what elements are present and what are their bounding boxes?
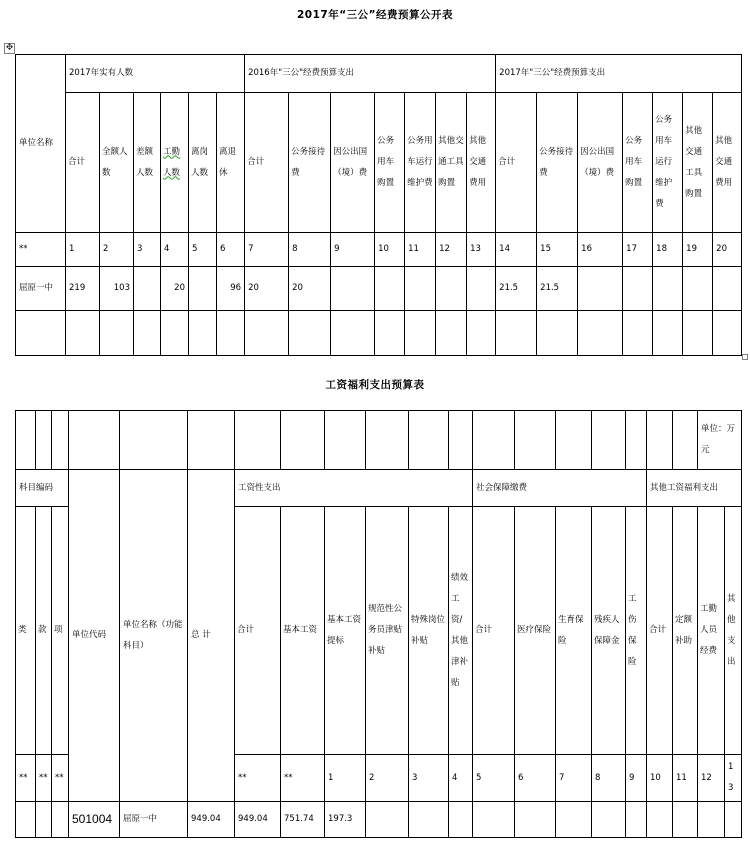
- salary-welfare-budget-table: [15, 410, 742, 838]
- other-welfare-group-header: 其他工资福利支出: [647, 470, 742, 507]
- empty-cell: [713, 311, 742, 356]
- salary-header: 合计: [235, 507, 281, 755]
- three-public-expenses-table: [15, 54, 742, 356]
- empty-cell: [325, 411, 366, 470]
- data-cell: [623, 267, 653, 311]
- index-cell: 8: [592, 755, 626, 802]
- index-cell: **: [16, 233, 66, 267]
- empty-cell: [134, 311, 161, 356]
- data-cell: [556, 802, 592, 838]
- empty-cell: [473, 411, 515, 470]
- empty-cell: [245, 311, 289, 356]
- data-cell: [673, 802, 698, 838]
- data-cell: [653, 267, 683, 311]
- salary-header: 特殊岗位补贴: [409, 507, 449, 755]
- exp2016-header: 公务用车运行维护费: [405, 93, 436, 233]
- empty-cell: [409, 411, 449, 470]
- social-header: 工伤保险: [626, 507, 647, 755]
- empty-cell: [405, 311, 436, 356]
- data-cell: 197.3: [325, 802, 366, 838]
- item-header: 项: [52, 507, 69, 755]
- other-header: 定额补助: [673, 507, 698, 755]
- salary-header: 绩效工资/其他津补贴: [449, 507, 473, 755]
- index-cell: 1: [325, 755, 366, 802]
- exp2016-header: 因公出国（境）费: [331, 93, 375, 233]
- empty-cell: [66, 311, 100, 356]
- empty-cell: [161, 311, 189, 356]
- unit-name-header: 单位名称: [16, 55, 66, 233]
- total-header: 总 计: [188, 470, 235, 802]
- index-cell: 1: [66, 233, 100, 267]
- empty-cell: [449, 411, 473, 470]
- index-cell: 12: [436, 233, 467, 267]
- data-cell: [626, 802, 647, 838]
- exp2017-header: 合计: [496, 93, 537, 233]
- empty-cell: [647, 411, 673, 470]
- data-cell: [515, 802, 556, 838]
- index-cell: 7: [556, 755, 592, 802]
- index-cell: 7: [245, 233, 289, 267]
- data-cell: 20: [289, 267, 331, 311]
- index-cell: 5: [473, 755, 515, 802]
- index-cell: 6: [217, 233, 245, 267]
- empty-cell: [235, 411, 281, 470]
- subject-code-header: 科目编码: [16, 470, 69, 507]
- index-cell: 13: [725, 755, 742, 802]
- index-cell: 6: [515, 755, 556, 802]
- empty-cell: [556, 411, 592, 470]
- index-cell: 5: [189, 233, 217, 267]
- table2-title: 工资福利支出预算表: [325, 379, 425, 391]
- index-cell: **: [52, 755, 69, 802]
- empty-cell: [366, 411, 409, 470]
- data-cell: [36, 802, 52, 838]
- social-header: 医疗保险: [515, 507, 556, 755]
- empty-cell: [69, 411, 120, 470]
- data-cell: 21.5: [537, 267, 578, 311]
- empty-cell: [683, 311, 713, 356]
- data-cell: [375, 267, 405, 311]
- staff-group-header: 2017年实有人数: [66, 55, 245, 93]
- data-cell: [189, 267, 217, 311]
- empty-cell: [36, 411, 52, 470]
- empty-cell: [52, 411, 69, 470]
- exp2016-header: 其他交通工具购置: [436, 93, 467, 233]
- data-cell: [467, 267, 496, 311]
- data-cell: 103: [100, 267, 134, 311]
- data-cell: 949.04: [188, 802, 235, 838]
- index-cell: 20: [713, 233, 742, 267]
- exp2017-header: 公务接待费: [537, 93, 578, 233]
- section-header: 款: [36, 507, 52, 755]
- exp2016-header: 其他交通费用: [467, 93, 496, 233]
- data-cell: 屈原一中: [120, 802, 188, 838]
- table-row: [16, 411, 742, 470]
- index-cell: 12: [698, 755, 725, 802]
- empty-cell: [626, 411, 647, 470]
- empty-cell: [16, 411, 36, 470]
- data-cell: [409, 802, 449, 838]
- index-cell: 19: [683, 233, 713, 267]
- budget-2016-group-header: 2016年"三公"经费预算支出: [245, 55, 496, 93]
- index-cell: **: [281, 755, 325, 802]
- data-cell: [578, 267, 623, 311]
- empty-cell: [467, 311, 496, 356]
- exp2017-header: 公务用车购置: [623, 93, 653, 233]
- empty-cell: [592, 411, 626, 470]
- unit-note: 单位：万元: [698, 411, 742, 470]
- empty-cell: [100, 311, 134, 356]
- salary-header: 基本工资: [281, 507, 325, 755]
- index-cell: **: [36, 755, 52, 802]
- exp2016-header: 公务用车购置: [375, 93, 405, 233]
- staff-header: 差额人数: [134, 93, 161, 233]
- empty-cell: [289, 311, 331, 356]
- empty-cell: [16, 311, 66, 356]
- empty-cell: [496, 311, 537, 356]
- data-cell: [647, 802, 673, 838]
- exp2017-header: 公务用车运行维护费: [653, 93, 683, 233]
- other-header: 其他支出: [725, 507, 742, 755]
- staff-header: 全额人数: [100, 93, 134, 233]
- data-cell: [16, 802, 36, 838]
- data-cell: [713, 267, 742, 311]
- data-cell: [725, 802, 742, 838]
- staff-header: 离退休: [217, 93, 245, 233]
- social-security-group-header: 社会保障缴费: [473, 470, 647, 507]
- exp2017-header: 因公出国（境）费: [578, 93, 623, 233]
- index-cell: 8: [289, 233, 331, 267]
- index-cell: 2: [100, 233, 134, 267]
- exp2016-header: 合计: [245, 93, 289, 233]
- data-cell: 屈原一中: [16, 267, 66, 311]
- empty-cell: [217, 311, 245, 356]
- empty-cell: [578, 311, 623, 356]
- index-cell: 3: [134, 233, 161, 267]
- salary-group-header: 工资性支出: [235, 470, 473, 507]
- index-cell: **: [16, 755, 36, 802]
- table-row: [16, 802, 742, 838]
- exp2017-header: 其他交通工具购置: [683, 93, 713, 233]
- index-cell: 9: [331, 233, 375, 267]
- other-header: 工勤人员经费: [698, 507, 725, 755]
- empty-cell: [436, 311, 467, 356]
- data-cell: 96: [217, 267, 245, 311]
- index-cell: 10: [375, 233, 405, 267]
- data-cell: [683, 267, 713, 311]
- other-header: 合计: [647, 507, 673, 755]
- budget-2017-group-header: 2017年"三公"经费预算支出: [496, 55, 742, 93]
- index-cell: 4: [449, 755, 473, 802]
- index-cell: **: [235, 755, 281, 802]
- social-header: 合计: [473, 507, 515, 755]
- index-cell: 15: [537, 233, 578, 267]
- empty-cell: [120, 411, 188, 470]
- empty-cell: [673, 411, 698, 470]
- data-cell: [436, 267, 467, 311]
- social-header: 生育保险: [556, 507, 592, 755]
- data-cell: [698, 802, 725, 838]
- table1-title: 2017年“三公”经费预算公开表: [296, 9, 454, 21]
- index-cell: 3: [409, 755, 449, 802]
- exp2016-header: 公务接待费: [289, 93, 331, 233]
- salary-header: 基本工资提标: [325, 507, 366, 755]
- data-cell: 949.04: [235, 802, 281, 838]
- table-row: [16, 233, 742, 267]
- empty-cell: [537, 311, 578, 356]
- kind-header: 类: [16, 507, 36, 755]
- index-cell: 17: [623, 233, 653, 267]
- table-row: [16, 311, 742, 356]
- data-cell: 20: [161, 267, 189, 311]
- data-cell: [52, 802, 69, 838]
- social-header: 残疾人保障金: [592, 507, 626, 755]
- data-cell: 21.5: [496, 267, 537, 311]
- index-cell: 4: [161, 233, 189, 267]
- data-cell: [405, 267, 436, 311]
- unit-name-header: 单位名称（功能科目）: [120, 470, 188, 802]
- index-cell: 11: [405, 233, 436, 267]
- empty-cell: [281, 411, 325, 470]
- table-row: [16, 267, 742, 311]
- data-cell: [331, 267, 375, 311]
- index-cell: 2: [366, 755, 409, 802]
- data-cell: 219: [66, 267, 100, 311]
- table-move-icon[interactable]: ✥: [5, 43, 14, 53]
- empty-cell: [375, 311, 405, 356]
- data-cell: 20: [245, 267, 289, 311]
- staff-header: 合计: [66, 93, 100, 233]
- index-cell: 13: [467, 233, 496, 267]
- index-cell: 9: [626, 755, 647, 802]
- empty-cell: [188, 411, 235, 470]
- index-cell: 16: [578, 233, 623, 267]
- exp2017-header: 其他交通费用: [713, 93, 742, 233]
- index-cell: 10: [647, 755, 673, 802]
- empty-cell: [653, 311, 683, 356]
- staff-header: 工勤人数: [161, 93, 189, 233]
- unit-code-header: 单位代码: [69, 470, 120, 802]
- empty-cell: [331, 311, 375, 356]
- data-cell: 501004: [69, 802, 120, 838]
- data-cell: [366, 802, 409, 838]
- index-cell: 11: [673, 755, 698, 802]
- empty-cell: [515, 411, 556, 470]
- index-cell: 18: [653, 233, 683, 267]
- data-cell: [449, 802, 473, 838]
- data-cell: 751.74: [281, 802, 325, 838]
- salary-header: 规范性公务员津贴补贴: [366, 507, 409, 755]
- data-cell: [134, 267, 161, 311]
- data-cell: [592, 802, 626, 838]
- empty-cell: [623, 311, 653, 356]
- table-resize-handle[interactable]: [742, 354, 748, 360]
- data-cell: [473, 802, 515, 838]
- staff-header: 离岗人数: [189, 93, 217, 233]
- index-cell: 14: [496, 233, 537, 267]
- empty-cell: [189, 311, 217, 356]
